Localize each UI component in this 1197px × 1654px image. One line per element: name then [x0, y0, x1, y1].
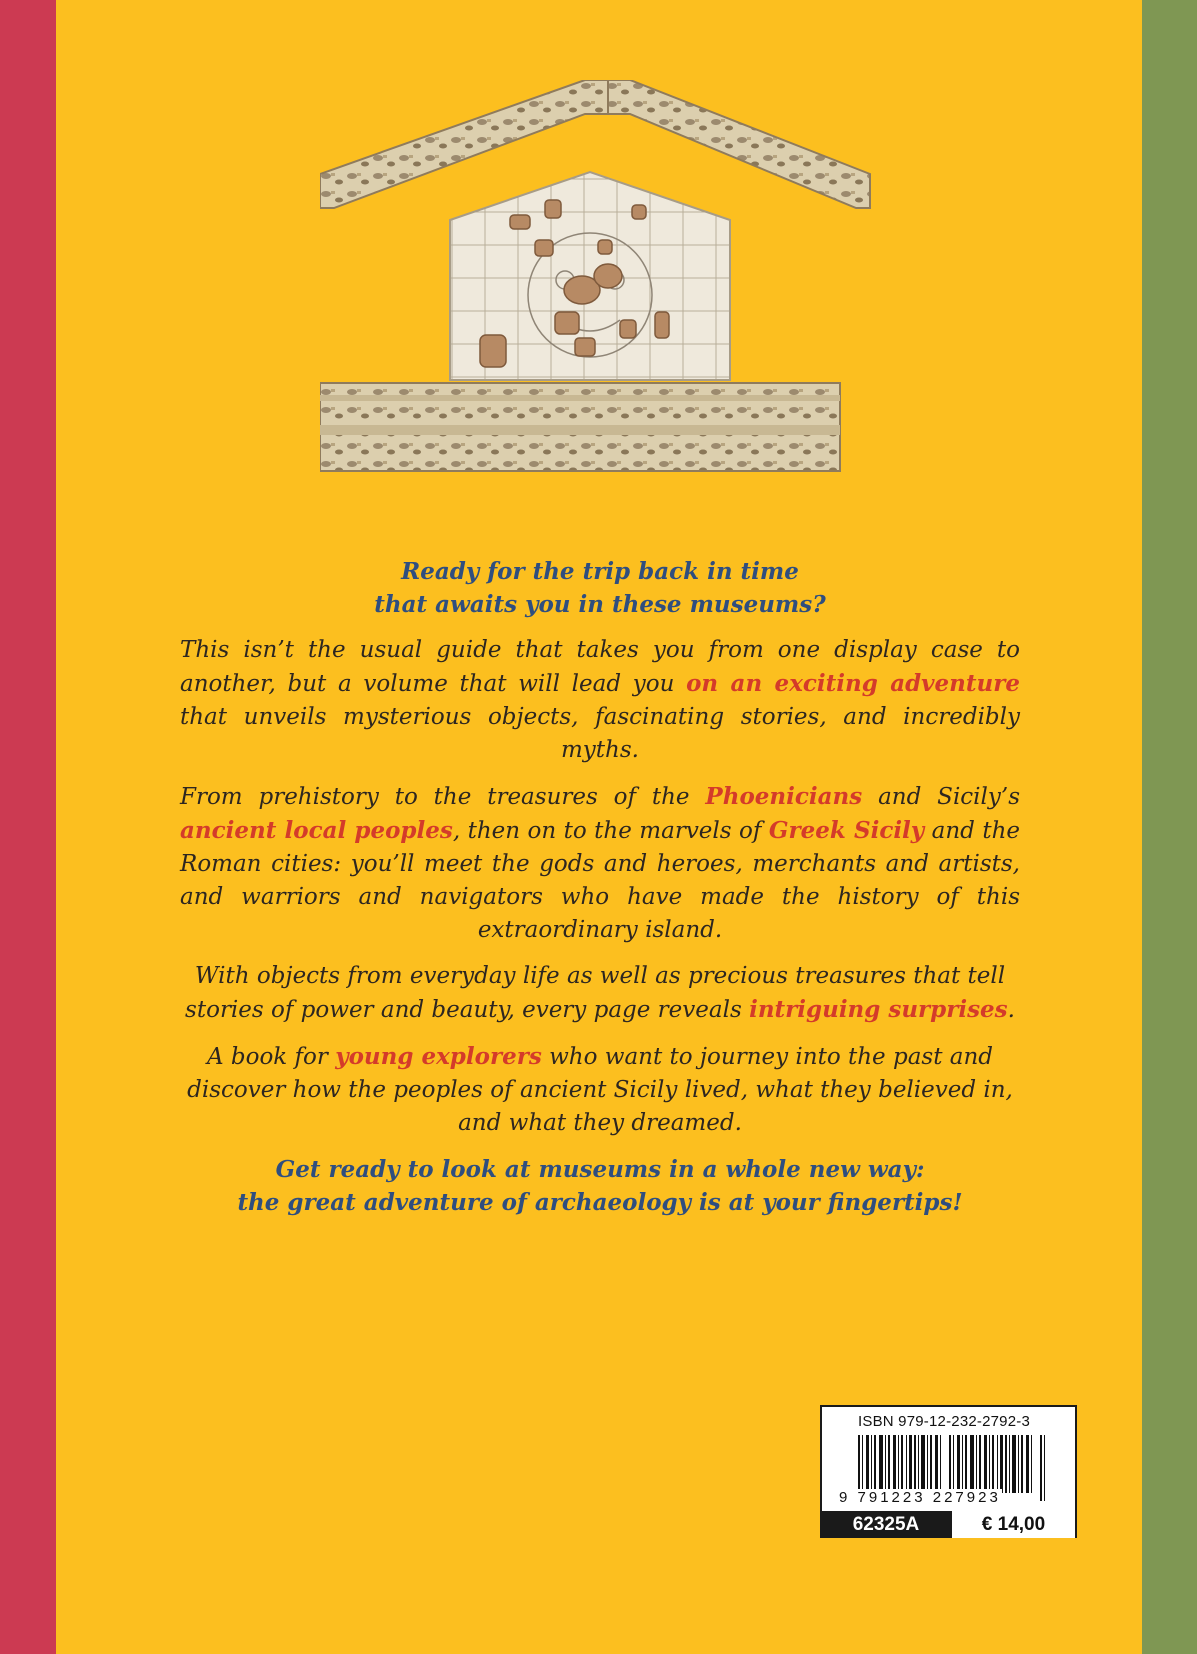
blurb-paragraph-3: With objects from everyday life as well as precious treasures that tell stories of power and beauty, every page reveals intriguing surprises. [185, 963, 1015, 1023]
barcode-digits: 9 791223 227923 [839, 1489, 1001, 1506]
blurb-paragraph-1: This isn’t the usual guide that takes you from one display case to another, but a volume that will lead you on an exciting adventure that unveils mysterious objects, fascinating stories, and incredibly myths. [180, 637, 1020, 763]
price: € 14,00 [950, 1511, 1075, 1538]
product-code: 62325A [822, 1511, 950, 1538]
isbn-label: ISBN 979-12-232-2792-3 [858, 1413, 1031, 1430]
blurb-lead: Ready for the trip back in time that awaits you in these museums? [374, 558, 826, 618]
isbn-barcode-box [820, 1405, 1077, 1538]
back-cover-blurb [180, 555, 1020, 1232]
blurb-paragraph-2: From prehistory to the treasures of the Phoenicians and Sicily’s ancient local peoples, then on to the marvels of Greek Sicily and the Roman cities: you’ll meet the gods and heroes, merchants and artists, and warriors and navigators who have made the history of this extraordinary island. [180, 783, 1020, 943]
blurb-paragraph-4: A book for young explorers who want to journey into the past and discover how the peoples of ancient Sicily lived, what they believed in, and what they dreamed. [187, 1043, 1013, 1136]
temple-pediment-illustration [320, 80, 880, 500]
left-color-stripe [0, 0, 56, 1654]
blurb-outro: Get ready to look at museums in a whole new way: the great adventure of archaeology is at your fingertips! [237, 1156, 963, 1216]
right-color-stripe [1142, 0, 1197, 1654]
